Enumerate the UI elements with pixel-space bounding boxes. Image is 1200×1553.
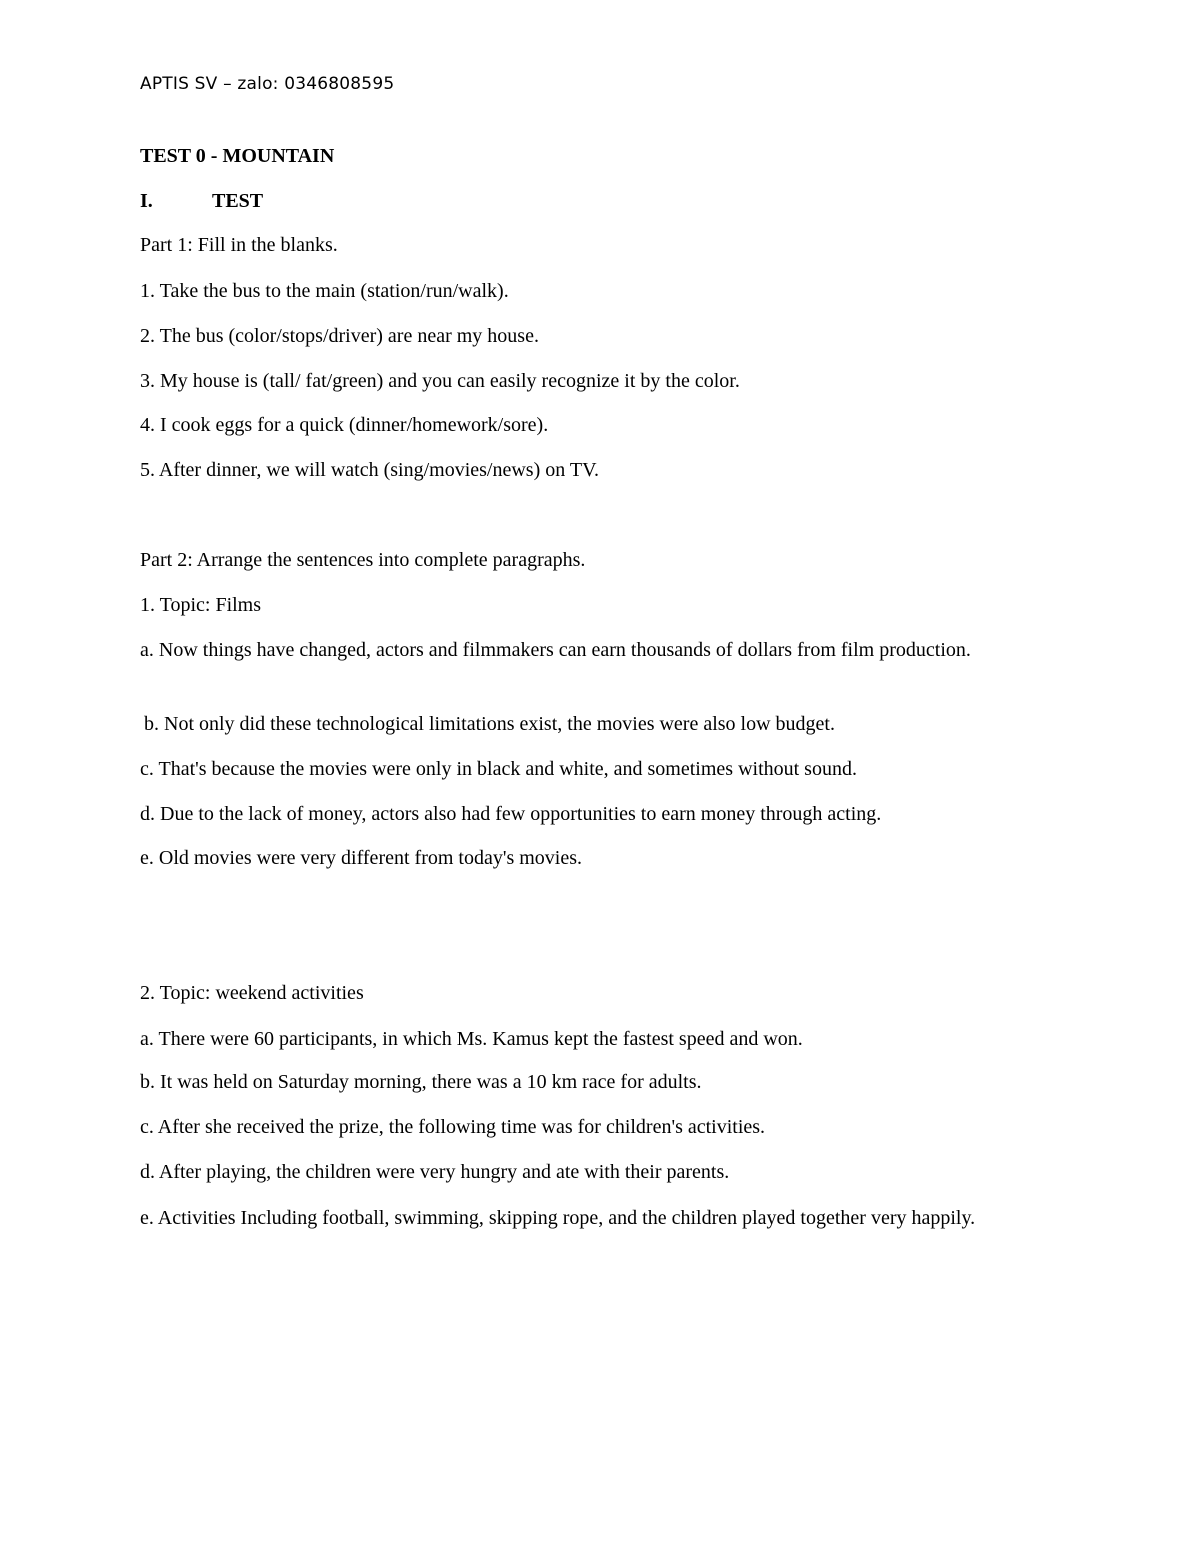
topic1-item-c: c. That's because the movies were only in black and white, and sometimes without sound. [140, 758, 857, 780]
topic2-item-a: a. There were 60 participants, in which Ms. Kamus kept the fastest speed and won. [140, 1028, 803, 1050]
part1-item-5: 5. After dinner, we will watch (sing/movies/news) on TV. [140, 459, 599, 481]
topic1-title: 1. Topic: Films [140, 594, 262, 616]
section-label: TEST [212, 190, 264, 212]
document-title: TEST 0 - MOUNTAIN [140, 145, 335, 167]
topic2-title: 2. Topic: weekend activities [140, 982, 364, 1004]
part1-item-4: 4. I cook eggs for a quick (dinner/homework/sore). [140, 414, 549, 436]
section-heading [140, 187, 1060, 215]
topic1-item-d: d. Due to the lack of money, actors also had few opportunities to earn money through acting. [140, 803, 882, 825]
topic1-item-a: a. Now things have changed, actors and filmmakers can earn thousands of dollars from film production. [140, 639, 971, 661]
part1-item-2: 2. The bus (color/stops/driver) are near my house. [140, 325, 539, 347]
topic1-item-b: b. Not only did these technological limitations exist, the movies were also low budget. [144, 713, 835, 735]
topic2-item-d: d. After playing, the children were very hungry and ate with their parents. [140, 1161, 730, 1183]
part2-heading: Part 2: Arrange the sentences into complete paragraphs. [140, 549, 586, 571]
part1-item-3: 3. My house is (tall/ fat/green) and you can easily recognize it by the color. [140, 370, 740, 392]
topic1-item-e: e. Old movies were very different from today's movies. [140, 847, 583, 869]
part1-heading: Part 1: Fill in the blanks. [140, 234, 338, 256]
topic2-item-e: e. Activities Including football, swimming, skipping rope, and the children played together very happily. [140, 1207, 976, 1229]
topic2-item-b: b. It was held on Saturday morning, there was a 10 km race for adults. [140, 1071, 702, 1093]
page-header: APTIS SV – zalo: 0346808595 [140, 74, 395, 94]
part1-item-1: 1. Take the bus to the main (station/run/walk). [140, 280, 509, 302]
section-number: I. [140, 190, 153, 212]
topic2-item-c: c. After she received the prize, the following time was for children's activities. [140, 1116, 766, 1138]
